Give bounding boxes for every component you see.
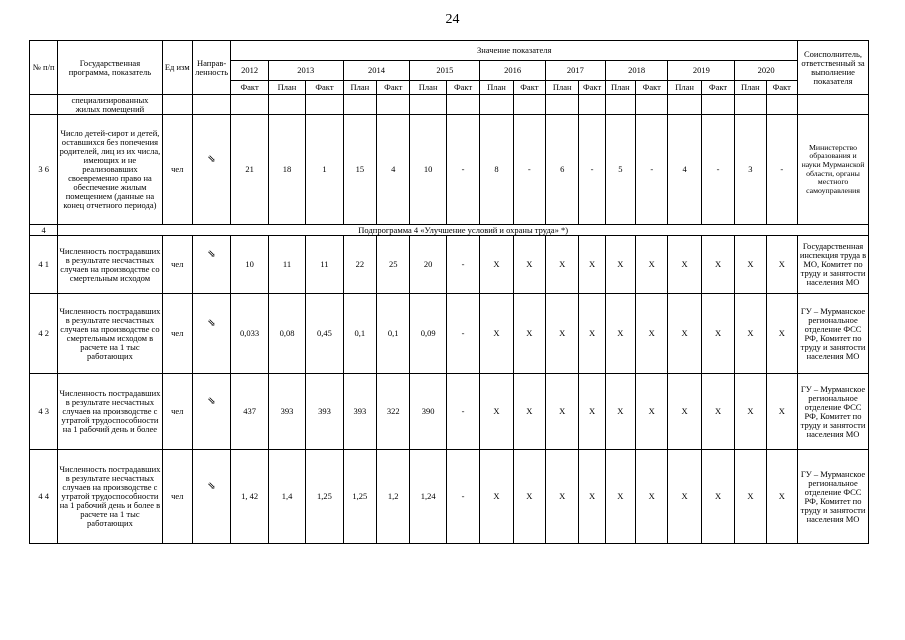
page-number: 24 xyxy=(445,12,460,27)
subheader-cell: Факт xyxy=(377,81,410,95)
value-cell: X xyxy=(668,374,701,450)
subheader-cell: Факт xyxy=(701,81,734,95)
value-cell: 3 xyxy=(735,115,766,225)
table-row xyxy=(30,95,869,115)
value-cell: X xyxy=(766,374,797,450)
value-cell: - xyxy=(446,294,479,374)
value-cell: X xyxy=(546,450,579,544)
value-cell: X xyxy=(579,374,605,450)
value-cell xyxy=(701,95,734,115)
row-number xyxy=(30,95,58,115)
header-executor: Соисполнитель, ответственный за выполнение показателя xyxy=(798,41,869,95)
header-program: Государственная программа, показатель xyxy=(58,41,162,95)
year-header: 2018 xyxy=(605,61,668,81)
indicator-name: Численность пострадавших в результате несчастных случаев на производстве с утратой трудоспособности на 1 рабочий день и более xyxy=(58,374,162,450)
executor-cell: ГУ – Мурманское региональное отделение ФСС РФ, Комитет по труду и занятости населения МО xyxy=(798,374,869,450)
value-cell: 1 xyxy=(306,115,343,225)
unit-cell xyxy=(162,95,192,115)
value-cell: X xyxy=(605,374,635,450)
value-cell: 322 xyxy=(377,374,410,450)
value-cell: 393 xyxy=(306,374,343,450)
value-cell: 15 xyxy=(343,115,376,225)
value-cell: 1,4 xyxy=(268,450,305,544)
header-num: № п/п xyxy=(30,41,58,95)
value-cell: 10 xyxy=(231,236,268,294)
value-cell: X xyxy=(480,374,513,450)
value-cell: X xyxy=(605,450,635,544)
year-header: 2017 xyxy=(546,61,606,81)
value-cell: 1,2 xyxy=(377,450,410,544)
direction-cell xyxy=(192,294,230,374)
row-number: 4 2 xyxy=(30,294,58,374)
value-cell: X xyxy=(636,450,668,544)
indicator-name: Численность пострадавших в результате несчастных случаев на производстве со смертельным исходом xyxy=(58,236,162,294)
value-cell xyxy=(735,95,766,115)
year-header: 2012 xyxy=(231,61,268,81)
table-row xyxy=(30,450,869,544)
value-cell xyxy=(636,95,668,115)
value-cell: X xyxy=(735,374,766,450)
value-cell: 5 xyxy=(605,115,635,225)
unit-cell: чел xyxy=(162,294,192,374)
subheader-cell: Факт xyxy=(766,81,797,95)
row-number: 4 1 xyxy=(30,236,58,294)
table-row xyxy=(30,294,869,374)
subheader-cell: План xyxy=(668,81,701,95)
value-cell: 10 xyxy=(410,115,446,225)
value-cell: 6 xyxy=(546,115,579,225)
value-cell: X xyxy=(605,294,635,374)
value-cell: 390 xyxy=(410,374,446,450)
value-cell xyxy=(480,95,513,115)
direction-cell xyxy=(192,115,230,225)
value-cell: 11 xyxy=(268,236,305,294)
indicator-table xyxy=(29,40,869,544)
unit-cell: чел xyxy=(162,115,192,225)
year-header: 2016 xyxy=(480,61,546,81)
value-cell: X xyxy=(766,450,797,544)
value-cell: X xyxy=(579,294,605,374)
executor-cell: ГУ – Мурманское региональное отделение ФСС РФ, Комитет по труду и занятости населения МО xyxy=(798,294,869,374)
arrow-down-right-icon: ⇘ xyxy=(207,318,216,329)
row-number: 4 3 xyxy=(30,374,58,450)
value-cell: X xyxy=(668,236,701,294)
value-cell xyxy=(410,95,446,115)
value-cell: X xyxy=(480,450,513,544)
executor-cell: ГУ – Мурманское региональное отделение ФСС РФ, Комитет по труду и занятости населения МО xyxy=(798,450,869,544)
header-direction: Направ- ленность xyxy=(192,41,230,95)
value-cell: 1, 42 xyxy=(231,450,268,544)
value-cell: - xyxy=(766,115,797,225)
subprogram-title: Подпрограмма 4 «Улучшение условий и охраны труда» *) xyxy=(58,225,869,236)
value-cell: X xyxy=(546,236,579,294)
subheader-cell: План xyxy=(343,81,376,95)
value-cell xyxy=(579,95,605,115)
value-cell: X xyxy=(579,236,605,294)
value-cell: 0,09 xyxy=(410,294,446,374)
value-cell: X xyxy=(636,374,668,450)
value-cell: 1,25 xyxy=(343,450,376,544)
executor-cell: Министерство образования и науки Мурманской области, органы местного самоуправления xyxy=(798,115,869,225)
arrow-down-right-icon: ⇘ xyxy=(207,396,216,407)
table-row xyxy=(30,236,869,294)
unit-cell: чел xyxy=(162,236,192,294)
year-header: 2013 xyxy=(268,61,343,81)
value-cell: 393 xyxy=(268,374,305,450)
value-cell: - xyxy=(446,236,479,294)
value-cell: X xyxy=(546,294,579,374)
indicator-name: специализированных жилых помещений xyxy=(58,95,162,115)
unit-cell: чел xyxy=(162,450,192,544)
value-cell: X xyxy=(513,294,545,374)
value-cell: X xyxy=(766,294,797,374)
row-number: 4 4 xyxy=(30,450,58,544)
value-cell: - xyxy=(513,115,545,225)
year-header: 2015 xyxy=(410,61,480,81)
value-cell xyxy=(766,95,797,115)
year-header: 2020 xyxy=(735,61,798,81)
value-cell: 22 xyxy=(343,236,376,294)
subheader-cell: Факт xyxy=(579,81,605,95)
value-cell: - xyxy=(579,115,605,225)
value-cell: 20 xyxy=(410,236,446,294)
subheader-cell: План xyxy=(546,81,579,95)
value-cell: 0,08 xyxy=(268,294,305,374)
table-row xyxy=(30,115,869,225)
header-value: Значение показателя xyxy=(231,41,798,61)
subheader-cell: План xyxy=(480,81,513,95)
direction-cell xyxy=(192,236,230,294)
value-cell: X xyxy=(701,450,734,544)
table-row xyxy=(30,374,869,450)
value-cell: X xyxy=(636,294,668,374)
executor-cell xyxy=(798,95,869,115)
subprogram-number: 4 xyxy=(30,225,58,236)
value-cell: X xyxy=(735,450,766,544)
value-cell: X xyxy=(605,236,635,294)
subheader-cell: Факт xyxy=(231,81,268,95)
subheader-cell: Факт xyxy=(306,81,343,95)
value-cell: X xyxy=(579,450,605,544)
value-cell: X xyxy=(513,236,545,294)
value-cell: X xyxy=(546,374,579,450)
value-cell: X xyxy=(735,294,766,374)
value-cell xyxy=(268,95,305,115)
direction-cell xyxy=(192,95,230,115)
direction-cell xyxy=(192,450,230,544)
value-cell: 4 xyxy=(377,115,410,225)
value-cell: X xyxy=(480,236,513,294)
value-cell: - xyxy=(446,115,479,225)
value-cell: - xyxy=(446,374,479,450)
value-cell: 8 xyxy=(480,115,513,225)
value-cell xyxy=(446,95,479,115)
value-cell: X xyxy=(735,236,766,294)
subheader-cell: План xyxy=(735,81,766,95)
value-cell: X xyxy=(480,294,513,374)
value-cell: - xyxy=(446,450,479,544)
unit-cell: чел xyxy=(162,374,192,450)
value-cell: 0,1 xyxy=(377,294,410,374)
year-header: 2019 xyxy=(668,61,735,81)
arrow-down-right-icon: ⇘ xyxy=(207,481,216,492)
value-cell: 21 xyxy=(231,115,268,225)
indicator-name: Численность пострадавших в результате несчастных случаев на производстве со смертельным исходом в расчете на 1 тыс работающих xyxy=(58,294,162,374)
value-cell: X xyxy=(701,236,734,294)
arrow-down-right-icon: ⇘ xyxy=(207,249,216,260)
value-cell: X xyxy=(701,294,734,374)
subheader-cell: План xyxy=(605,81,635,95)
value-cell: X xyxy=(766,236,797,294)
subheader-cell: План xyxy=(268,81,305,95)
value-cell: 18 xyxy=(268,115,305,225)
value-cell xyxy=(668,95,701,115)
subheader-cell: План xyxy=(410,81,446,95)
value-cell: 1,25 xyxy=(306,450,343,544)
value-cell: X xyxy=(668,450,701,544)
value-cell: 1,24 xyxy=(410,450,446,544)
executor-cell: Государственная инспекция труда в МО, Комитет по труду и занятости населения МО xyxy=(798,236,869,294)
value-cell: X xyxy=(701,374,734,450)
value-cell xyxy=(605,95,635,115)
value-cell xyxy=(513,95,545,115)
value-cell: X xyxy=(513,374,545,450)
row-number: 3 6 xyxy=(30,115,58,225)
value-cell: 393 xyxy=(343,374,376,450)
value-cell xyxy=(306,95,343,115)
value-cell: 4 xyxy=(668,115,701,225)
subprogram-row xyxy=(30,225,869,236)
value-cell xyxy=(343,95,376,115)
direction-cell xyxy=(192,374,230,450)
value-cell: 0,033 xyxy=(231,294,268,374)
value-cell: 0,45 xyxy=(306,294,343,374)
value-cell: 437 xyxy=(231,374,268,450)
subheader-cell: Факт xyxy=(636,81,668,95)
header-unit: Ед изм xyxy=(162,41,192,95)
value-cell: 25 xyxy=(377,236,410,294)
indicator-name: Число детей-сирот и детей, оставшихся без попечения родителей, лиц из их числа, имеющих и не реализовавших своевременно право на обеспечение жилым помещением (данные на конец отчетного периода) xyxy=(58,115,162,225)
value-cell xyxy=(546,95,579,115)
value-cell xyxy=(231,95,268,115)
value-cell: 0,1 xyxy=(343,294,376,374)
year-header: 2014 xyxy=(343,61,410,81)
subheader-cell: Факт xyxy=(513,81,545,95)
value-cell: X xyxy=(636,236,668,294)
subheader-cell: Факт xyxy=(446,81,479,95)
value-cell: X xyxy=(668,294,701,374)
value-cell: - xyxy=(636,115,668,225)
arrow-down-right-icon: ⇘ xyxy=(207,154,216,165)
value-cell: - xyxy=(701,115,734,225)
value-cell: 11 xyxy=(306,236,343,294)
indicator-name: Численность пострадавших в результате несчастных случаев на производстве с утратой трудоспособности на 1 рабочий день и более в расчете на 1 тыс работающих xyxy=(58,450,162,544)
value-cell xyxy=(377,95,410,115)
value-cell: X xyxy=(513,450,545,544)
